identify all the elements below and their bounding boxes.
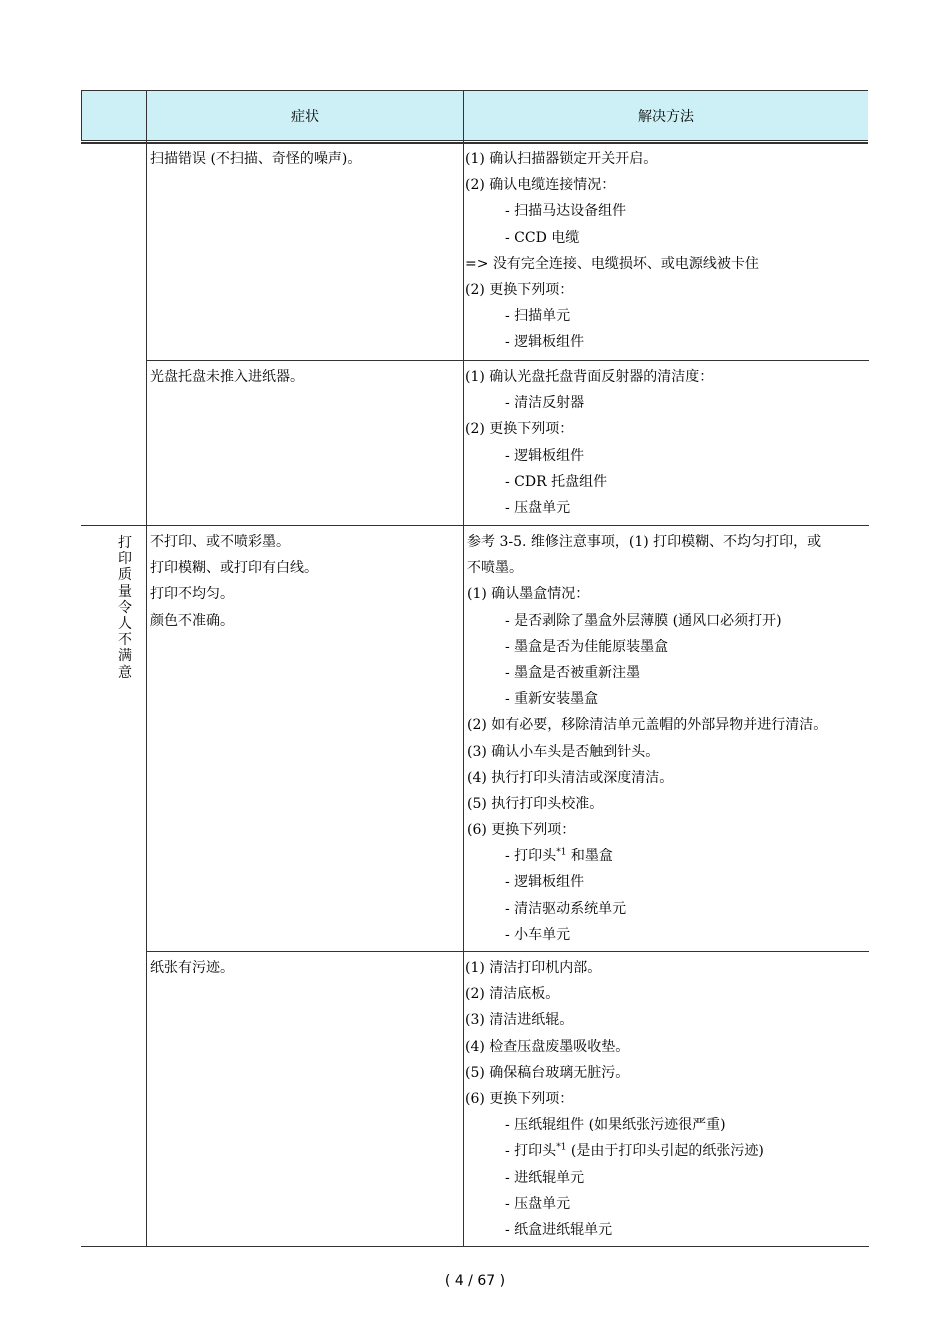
footnote-mark: *1 — [556, 847, 567, 858]
solution-subitem: - 压纸辊组件 (如果纸张污迹很严重) — [505, 1117, 726, 1134]
solution-subitem: - 清洁驱动系统单元 — [505, 900, 627, 917]
symptom-cell — [150, 364, 304, 390]
category-label: 打印质量令人不满意 — [118, 535, 132, 681]
symptom-line: 不打印、或不喷彩墨。 — [150, 534, 290, 550]
solution-line: (2) 更换下列项： — [465, 281, 574, 298]
grid-line — [463, 90, 464, 1247]
symptom-line: 纸张有污迹。 — [150, 960, 234, 976]
solution-subitem: - 纸盒进纸辊单元 — [505, 1221, 613, 1238]
solution-cell — [465, 146, 759, 356]
solution-subitem: - 扫描单元 — [505, 308, 571, 325]
solution-subitem — [467, 843, 827, 869]
solution-line: (1) 确认墨盒情况： — [467, 586, 590, 603]
solution-line: => 没有完全连接、电缆损坏、或电源线被卡住 — [465, 255, 759, 272]
solution-line: (2) 确认电缆连接情况： — [465, 177, 616, 194]
header-solution: 解决方法 — [638, 109, 694, 125]
solution-line: 不喷墨。 — [467, 560, 523, 577]
solution-cell — [465, 955, 764, 1243]
solution-subitem: - 压盘单元 — [505, 1195, 571, 1212]
solution-line: (4) 检查压盘废墨吸收垫。 — [465, 1038, 630, 1055]
solution-subitem — [465, 1138, 764, 1164]
footnote-mark: *1 — [556, 1142, 567, 1153]
solution-subitem: - CCD 电缆 — [505, 229, 580, 246]
solution-subitem: - 进纸辊单元 — [505, 1169, 585, 1186]
item-text: (是由于打印头引起的纸张污迹) — [570, 1143, 764, 1160]
solution-subitem: - CDR 托盘组件 — [505, 473, 608, 490]
solution-subitem: - 逻辑板组件 — [505, 874, 585, 891]
solution-cell — [465, 364, 713, 521]
solution-subitem: - 是否剥除了墨盒外层薄膜 (通风口必须打开) — [505, 612, 782, 629]
symptom-line: 光盘托盘未推入进纸器。 — [150, 369, 304, 385]
solution-line: (5) 确保稿台玻璃无脏污。 — [465, 1064, 630, 1081]
header-rule — [81, 140, 868, 141]
solution-line: (2) 如有必要，移除清洁单元盖帽的外部异物并进行清洁。 — [467, 717, 828, 734]
solution-line: (6) 更换下列项： — [467, 822, 576, 839]
row-divider — [146, 360, 463, 361]
solution-cell — [467, 529, 827, 948]
table-bottom-rule — [81, 1246, 869, 1247]
solution-line: (4) 执行打印头清洁或深度清洁。 — [467, 769, 674, 786]
solution-subitem: - 墨盒是否被重新注墨 — [505, 664, 641, 681]
solution-line: (2) 清洁底板。 — [465, 986, 560, 1003]
solution-line: (6) 更换下列项： — [465, 1090, 574, 1107]
solution-line: (2) 更换下列项： — [465, 421, 574, 438]
solution-line: (1) 确认光盘托盘背面反射器的清洁度： — [465, 369, 714, 385]
item-text: 和墨盒 — [570, 848, 613, 865]
solution-line: (3) 清洁进纸辊。 — [465, 1012, 574, 1029]
symptom-cell — [150, 146, 361, 172]
grid-line — [146, 90, 147, 1247]
header-symptom: 症状 — [291, 109, 319, 125]
solution-subitem: - 重新安装墨盒 — [505, 691, 599, 708]
solution-line: (1) 清洁打印机内部。 — [465, 960, 602, 976]
row-divider — [146, 951, 869, 952]
symptom-line: 打印不均匀。 — [150, 586, 234, 603]
solution-line: 参考 3-5. 维修注意事项，(1) 打印模糊、不均匀打印，或 — [467, 534, 822, 550]
grid-line — [81, 90, 82, 141]
solution-subitem: - 墨盒是否为佳能原装墨盒 — [505, 638, 669, 655]
solution-line: (5) 执行打印头校准。 — [467, 795, 604, 812]
solution-subitem: - 小车单元 — [505, 926, 571, 943]
item-text: - 打印头 — [505, 848, 557, 865]
solution-subitem: - 清洁反射器 — [505, 395, 585, 412]
solution-subitem: - 扫描马达设备组件 — [505, 203, 627, 220]
solution-subitem: - 逻辑板组件 — [505, 447, 585, 464]
symptom-line: 颜色不准确。 — [150, 612, 234, 629]
row-divider — [81, 525, 869, 526]
page-number: ( 4 / 67 ) — [444, 1273, 506, 1289]
solution-subitem: - 压盘单元 — [505, 499, 571, 516]
symptom-line: 扫描错误 (不扫描、奇怪的噪声)。 — [150, 151, 362, 167]
symptom-cell — [150, 955, 234, 981]
solution-line: (1) 确认扫描器锁定开关开启。 — [465, 151, 658, 167]
item-text: - 打印头 — [505, 1143, 557, 1160]
symptom-line: 打印模糊、或打印有白线。 — [150, 560, 318, 577]
symptom-cell — [150, 529, 318, 634]
header-rule-double — [81, 142, 868, 144]
solution-line: (3) 确认小车头是否触到针头。 — [467, 743, 660, 760]
solution-subitem: - 逻辑板组件 — [505, 334, 585, 351]
row-divider — [463, 360, 869, 361]
